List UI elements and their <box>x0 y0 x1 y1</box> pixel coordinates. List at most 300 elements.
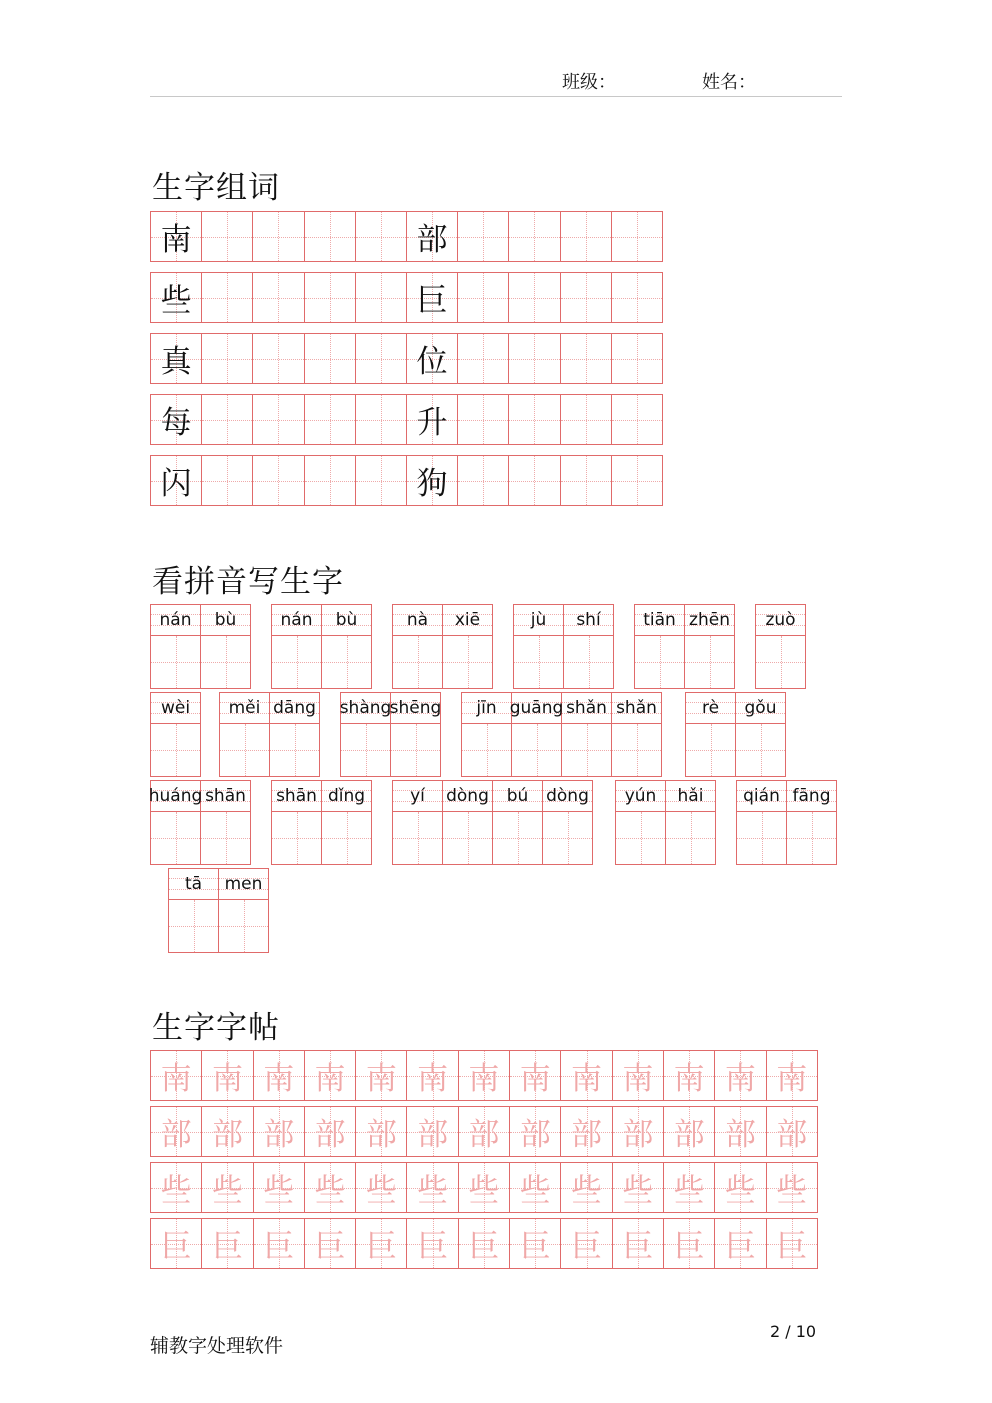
tracing-cell[interactable] <box>150 1162 202 1213</box>
pinyin-text: dòng <box>446 786 489 806</box>
answer-box[interactable] <box>512 723 561 776</box>
writing-cell[interactable] <box>560 394 612 445</box>
pinyin-label <box>543 781 592 811</box>
pinyin-text: yún <box>624 786 657 806</box>
tracing-cell[interactable] <box>612 1106 664 1157</box>
character: 真 <box>160 344 192 380</box>
pinyin-label <box>151 693 200 723</box>
writing-cell[interactable] <box>406 394 458 445</box>
pinyin-text: shàng <box>339 698 392 718</box>
tracing-character: 巨 <box>211 1229 243 1265</box>
pinyin-label <box>393 605 442 635</box>
tracing-cell[interactable] <box>201 1106 253 1157</box>
pinyin-word <box>736 780 836 865</box>
writing-cell[interactable] <box>150 394 202 445</box>
character: 每 <box>160 405 192 441</box>
tracing-cell[interactable] <box>406 1106 458 1157</box>
character: 南 <box>160 222 192 258</box>
pinyin-label <box>341 693 390 723</box>
tracing-character: 南 <box>417 1061 449 1097</box>
writing-cell[interactable] <box>611 272 663 323</box>
answer-box[interactable] <box>322 811 371 864</box>
pinyin-column <box>271 780 322 865</box>
writing-cell[interactable] <box>201 211 253 262</box>
tracing-character: 巨 <box>160 1229 192 1265</box>
pinyin-label <box>756 605 805 635</box>
tracing-cell[interactable] <box>406 1162 458 1213</box>
pinyin-column <box>200 780 251 865</box>
pinyin-word <box>168 868 268 953</box>
answer-box[interactable] <box>270 723 319 776</box>
pinyin-label <box>787 781 836 811</box>
header-divider <box>150 96 842 97</box>
pinyin-text: shēng <box>389 698 442 718</box>
tracing-cell[interactable] <box>766 1106 818 1157</box>
pinyin-column <box>786 780 837 865</box>
pinyin-column <box>513 604 564 689</box>
pinyin-text: gǒu <box>744 698 777 718</box>
writing-cell[interactable] <box>560 272 612 323</box>
page-number: 2 / 10 <box>770 1322 817 1341</box>
pinyin-word <box>685 692 785 777</box>
tracing-cell[interactable] <box>612 1218 664 1269</box>
pinyin-text: yí <box>410 786 425 806</box>
pinyin-label <box>220 693 269 723</box>
pinyin-word <box>340 692 440 777</box>
tracing-character: 南 <box>314 1061 346 1097</box>
pinyin-column <box>168 868 219 953</box>
answer-box[interactable] <box>341 723 390 776</box>
pinyin-text: nà <box>406 610 429 630</box>
pinyin-text: dòng <box>546 786 589 806</box>
writing-cell[interactable] <box>560 333 612 384</box>
writing-cell[interactable] <box>560 455 612 506</box>
pinyin-column <box>684 604 735 689</box>
answer-box[interactable] <box>151 723 200 776</box>
pinyin-text: bù <box>214 610 237 630</box>
tracing-cell[interactable] <box>355 1218 407 1269</box>
pinyin-column <box>634 604 685 689</box>
tracing-cell[interactable] <box>766 1218 818 1269</box>
writing-cell[interactable] <box>150 272 202 323</box>
word-row <box>150 333 662 384</box>
tracing-cell[interactable] <box>560 1106 612 1157</box>
pinyin-column <box>755 604 806 689</box>
tracing-row <box>150 1106 817 1157</box>
pinyin-column <box>461 692 512 777</box>
tracing-character: 些 <box>776 1173 808 1209</box>
tracing-cell[interactable] <box>560 1218 612 1269</box>
answer-box[interactable] <box>322 635 371 688</box>
tracing-character: 部 <box>622 1117 654 1153</box>
tracing-character: 部 <box>160 1117 192 1153</box>
pinyin-text: guāng <box>509 698 564 718</box>
pinyin-column <box>218 868 269 953</box>
pinyin-label <box>493 781 542 811</box>
tracing-character: 巨 <box>776 1229 808 1265</box>
answer-box[interactable] <box>201 635 250 688</box>
tracing-cell[interactable] <box>612 1162 664 1213</box>
pinyin-text: shǎn <box>566 698 607 718</box>
pinyin-label <box>443 781 492 811</box>
writing-cell[interactable] <box>457 394 509 445</box>
character: 些 <box>160 283 192 319</box>
pinyin-text: nán <box>159 610 192 630</box>
tracing-character: 巨 <box>571 1229 603 1265</box>
writing-cell[interactable] <box>304 455 356 506</box>
tracing-cell[interactable] <box>766 1162 818 1213</box>
pinyin-column <box>200 604 251 689</box>
pinyin-column <box>665 780 716 865</box>
tracing-character: 些 <box>417 1173 449 1209</box>
writing-cell[interactable] <box>611 333 663 384</box>
word-row <box>150 394 662 445</box>
pinyin-word <box>392 604 492 689</box>
tracing-cell[interactable] <box>406 1218 458 1269</box>
pinyin-column <box>269 692 320 777</box>
pinyin-text: jù <box>530 610 547 630</box>
pinyin-column <box>611 692 662 777</box>
pinyin-column <box>735 692 786 777</box>
writing-cell[interactable] <box>457 272 509 323</box>
pinyin-column <box>442 604 493 689</box>
answer-box[interactable] <box>787 811 836 864</box>
tracing-character: 南 <box>724 1061 756 1097</box>
answer-box[interactable] <box>564 635 613 688</box>
pinyin-label <box>736 693 785 723</box>
pinyin-label <box>462 693 511 723</box>
tracing-cell[interactable] <box>304 1106 356 1157</box>
answer-box[interactable] <box>562 723 611 776</box>
pinyin-column <box>736 780 787 865</box>
answer-box[interactable] <box>443 635 492 688</box>
writing-cell[interactable] <box>355 394 407 445</box>
tracing-cell[interactable] <box>509 1162 561 1213</box>
writing-cell[interactable] <box>508 455 560 506</box>
tracing-cell[interactable] <box>150 1106 202 1157</box>
tracing-cell[interactable] <box>663 1106 715 1157</box>
tracing-cell[interactable] <box>612 1050 664 1101</box>
writing-cell[interactable] <box>355 333 407 384</box>
tracing-character: 部 <box>673 1117 705 1153</box>
pinyin-word <box>150 692 200 777</box>
answer-box[interactable] <box>393 635 442 688</box>
tracing-character: 部 <box>365 1117 397 1153</box>
tracing-character: 南 <box>673 1061 705 1097</box>
tracing-character: 南 <box>776 1061 808 1097</box>
writing-cell[interactable] <box>508 333 560 384</box>
pinyin-column <box>321 604 372 689</box>
tracing-character: 巨 <box>468 1229 500 1265</box>
tracing-cell[interactable] <box>253 1106 305 1157</box>
tracing-cell[interactable] <box>150 1218 202 1269</box>
pinyin-label <box>219 869 268 899</box>
writing-cell[interactable] <box>611 455 663 506</box>
pinyin-word <box>461 692 661 777</box>
answer-box[interactable] <box>393 811 442 864</box>
pinyin-text: zuò <box>765 610 796 630</box>
tracing-character: 些 <box>673 1173 705 1209</box>
tracing-cell[interactable] <box>355 1106 407 1157</box>
writing-cell[interactable] <box>355 455 407 506</box>
answer-box[interactable] <box>272 811 321 864</box>
writing-cell[interactable] <box>508 272 560 323</box>
pinyin-text: shān <box>276 786 317 806</box>
writing-cell[interactable] <box>252 394 304 445</box>
tracing-cell[interactable] <box>458 1218 510 1269</box>
word-row <box>150 272 662 323</box>
pinyin-label <box>514 605 563 635</box>
pinyin-text: fāng <box>792 786 831 806</box>
writing-cell[interactable] <box>406 333 458 384</box>
answer-box[interactable] <box>635 635 684 688</box>
character: 闪 <box>160 466 192 502</box>
pinyin-word <box>219 692 319 777</box>
tracing-character: 南 <box>519 1061 551 1097</box>
tracing-cell[interactable] <box>714 1106 766 1157</box>
tracing-cell[interactable] <box>663 1218 715 1269</box>
answer-box[interactable] <box>151 635 200 688</box>
answer-box[interactable] <box>686 723 735 776</box>
pinyin-word <box>271 780 371 865</box>
answer-box[interactable] <box>612 723 661 776</box>
pinyin-text: rè <box>701 698 720 718</box>
tracing-character: 部 <box>314 1117 346 1153</box>
pinyin-text: jīn <box>476 698 497 718</box>
name-label: 姓名： <box>702 72 756 93</box>
writing-cell[interactable] <box>560 211 612 262</box>
pinyin-text: huáng <box>148 786 203 806</box>
writing-cell[interactable] <box>201 394 253 445</box>
answer-box[interactable] <box>169 899 218 952</box>
tracing-cell[interactable] <box>560 1050 612 1101</box>
pinyin-text: tā <box>184 874 203 894</box>
pinyin-word <box>271 604 371 689</box>
tracing-cell[interactable] <box>304 1050 356 1101</box>
tracing-cell[interactable] <box>509 1106 561 1157</box>
writing-cell[interactable] <box>150 211 202 262</box>
answer-box[interactable] <box>736 723 785 776</box>
tracing-character: 南 <box>468 1061 500 1097</box>
tracing-cell[interactable] <box>458 1162 510 1213</box>
answer-box[interactable] <box>391 723 440 776</box>
writing-cell[interactable] <box>355 211 407 262</box>
writing-cell[interactable] <box>406 455 458 506</box>
tracing-cell[interactable] <box>304 1162 356 1213</box>
tracing-character: 巨 <box>314 1229 346 1265</box>
answer-box[interactable] <box>272 635 321 688</box>
pinyin-column <box>563 604 614 689</box>
tracing-character: 部 <box>776 1117 808 1153</box>
pinyin-word <box>755 604 805 689</box>
tracing-character: 巨 <box>519 1229 551 1265</box>
tracing-cell[interactable] <box>509 1050 561 1101</box>
character: 部 <box>416 222 448 258</box>
writing-cell[interactable] <box>457 211 509 262</box>
pinyin-text: xiē <box>454 610 481 630</box>
tracing-character: 巨 <box>417 1229 449 1265</box>
tracing-character: 南 <box>263 1061 295 1097</box>
writing-cell[interactable] <box>252 272 304 323</box>
answer-box[interactable] <box>151 811 200 864</box>
tracing-character: 巨 <box>622 1229 654 1265</box>
tracing-character: 巨 <box>673 1229 705 1265</box>
tracing-character: 些 <box>571 1173 603 1209</box>
pinyin-column <box>271 604 322 689</box>
writing-cell[interactable] <box>611 211 663 262</box>
pinyin-text: měi <box>228 698 261 718</box>
pinyin-column <box>615 780 666 865</box>
pinyin-text: nán <box>280 610 313 630</box>
pinyin-text: shān <box>205 786 246 806</box>
writing-cell[interactable] <box>406 272 458 323</box>
tracing-cell[interactable] <box>150 1050 202 1101</box>
tracing-character: 部 <box>417 1117 449 1153</box>
word-row <box>150 455 662 506</box>
pinyin-word <box>392 780 592 865</box>
pinyin-label <box>564 605 613 635</box>
answer-box[interactable] <box>443 811 492 864</box>
word-row <box>150 211 662 262</box>
pinyin-text: zhēn <box>689 610 730 630</box>
pinyin-text: shí <box>576 610 601 630</box>
character: 狗 <box>416 466 448 502</box>
answer-box[interactable] <box>219 899 268 952</box>
tracing-character: 些 <box>724 1173 756 1209</box>
tracing-cell[interactable] <box>714 1218 766 1269</box>
tracing-cell[interactable] <box>766 1050 818 1101</box>
pinyin-label <box>666 781 715 811</box>
writing-cell[interactable] <box>457 333 509 384</box>
tracing-cell[interactable] <box>458 1106 510 1157</box>
pinyin-column <box>150 780 201 865</box>
writing-cell[interactable] <box>201 455 253 506</box>
writing-cell[interactable] <box>252 455 304 506</box>
tracing-cell[interactable] <box>714 1162 766 1213</box>
footer-software: 辅教字处理软件 <box>150 1335 284 1357</box>
pinyin-column <box>321 780 372 865</box>
tracing-cell[interactable] <box>201 1218 253 1269</box>
tracing-cell[interactable] <box>304 1218 356 1269</box>
section-title-tracing: 生字字帖 <box>152 1010 280 1046</box>
pinyin-column <box>511 692 562 777</box>
tracing-character: 巨 <box>724 1229 756 1265</box>
pinyin-column <box>392 780 443 865</box>
pinyin-label <box>272 605 321 635</box>
writing-cell[interactable] <box>304 211 356 262</box>
pinyin-label <box>201 605 250 635</box>
tracing-cell[interactable] <box>201 1050 253 1101</box>
pinyin-text: shǎn <box>616 698 657 718</box>
tracing-cell[interactable] <box>253 1162 305 1213</box>
writing-cell[interactable] <box>150 333 202 384</box>
writing-cell[interactable] <box>508 394 560 445</box>
tracing-cell[interactable] <box>714 1050 766 1101</box>
tracing-cell[interactable] <box>560 1162 612 1213</box>
writing-cell[interactable] <box>304 272 356 323</box>
answer-box[interactable] <box>462 723 511 776</box>
tracing-character: 南 <box>571 1061 603 1097</box>
pinyin-text: hǎi <box>677 786 704 806</box>
tracing-cell[interactable] <box>663 1050 715 1101</box>
answer-box[interactable] <box>220 723 269 776</box>
character: 巨 <box>416 283 448 319</box>
tracing-character: 部 <box>724 1117 756 1153</box>
writing-cell[interactable] <box>252 211 304 262</box>
answer-box[interactable] <box>493 811 542 864</box>
answer-box[interactable] <box>666 811 715 864</box>
answer-box[interactable] <box>737 811 786 864</box>
pinyin-column <box>492 780 543 865</box>
pinyin-column <box>392 604 443 689</box>
tracing-character: 些 <box>314 1173 346 1209</box>
class-label: 班级： <box>562 72 616 93</box>
answer-box[interactable] <box>685 635 734 688</box>
writing-cell[interactable] <box>304 333 356 384</box>
pinyin-label <box>270 693 319 723</box>
writing-cell[interactable] <box>355 272 407 323</box>
tracing-cell[interactable] <box>406 1050 458 1101</box>
pinyin-column <box>685 692 736 777</box>
tracing-cell[interactable] <box>355 1050 407 1101</box>
pinyin-text: bú <box>506 786 529 806</box>
tracing-cell[interactable] <box>355 1162 407 1213</box>
writing-cell[interactable] <box>611 394 663 445</box>
pinyin-text: qián <box>743 786 780 806</box>
writing-cell[interactable] <box>252 333 304 384</box>
tracing-character: 南 <box>365 1061 397 1097</box>
pinyin-label <box>686 693 735 723</box>
writing-cell[interactable] <box>457 455 509 506</box>
tracing-cell[interactable] <box>253 1218 305 1269</box>
answer-box[interactable] <box>543 811 592 864</box>
tracing-character: 些 <box>263 1173 295 1209</box>
answer-box[interactable] <box>616 811 665 864</box>
answer-box[interactable] <box>201 811 250 864</box>
pinyin-label <box>391 693 440 723</box>
writing-cell[interactable] <box>150 455 202 506</box>
writing-cell[interactable] <box>201 333 253 384</box>
pinyin-column <box>150 604 201 689</box>
answer-box[interactable] <box>756 635 805 688</box>
tracing-cell[interactable] <box>458 1050 510 1101</box>
pinyin-label <box>148 781 203 811</box>
tracing-cell[interactable] <box>509 1218 561 1269</box>
tracing-cell[interactable] <box>201 1162 253 1213</box>
tracing-character: 南 <box>211 1061 243 1097</box>
section-title-words: 生字组词 <box>152 170 280 206</box>
writing-cell[interactable] <box>406 211 458 262</box>
character: 升 <box>416 405 448 441</box>
tracing-character: 南 <box>160 1061 192 1097</box>
pinyin-label <box>737 781 786 811</box>
tracing-character: 部 <box>263 1117 295 1153</box>
writing-cell[interactable] <box>304 394 356 445</box>
pinyin-column <box>340 692 391 777</box>
answer-box[interactable] <box>514 635 563 688</box>
writing-cell[interactable] <box>508 211 560 262</box>
pinyin-column <box>561 692 612 777</box>
tracing-cell[interactable] <box>663 1162 715 1213</box>
tracing-character: 巨 <box>365 1229 397 1265</box>
pinyin-label <box>169 869 218 899</box>
pinyin-text: dāng <box>273 698 316 718</box>
pinyin-column <box>442 780 493 865</box>
pinyin-word <box>150 604 250 689</box>
tracing-cell[interactable] <box>253 1050 305 1101</box>
tracing-row <box>150 1050 817 1101</box>
writing-cell[interactable] <box>201 272 253 323</box>
